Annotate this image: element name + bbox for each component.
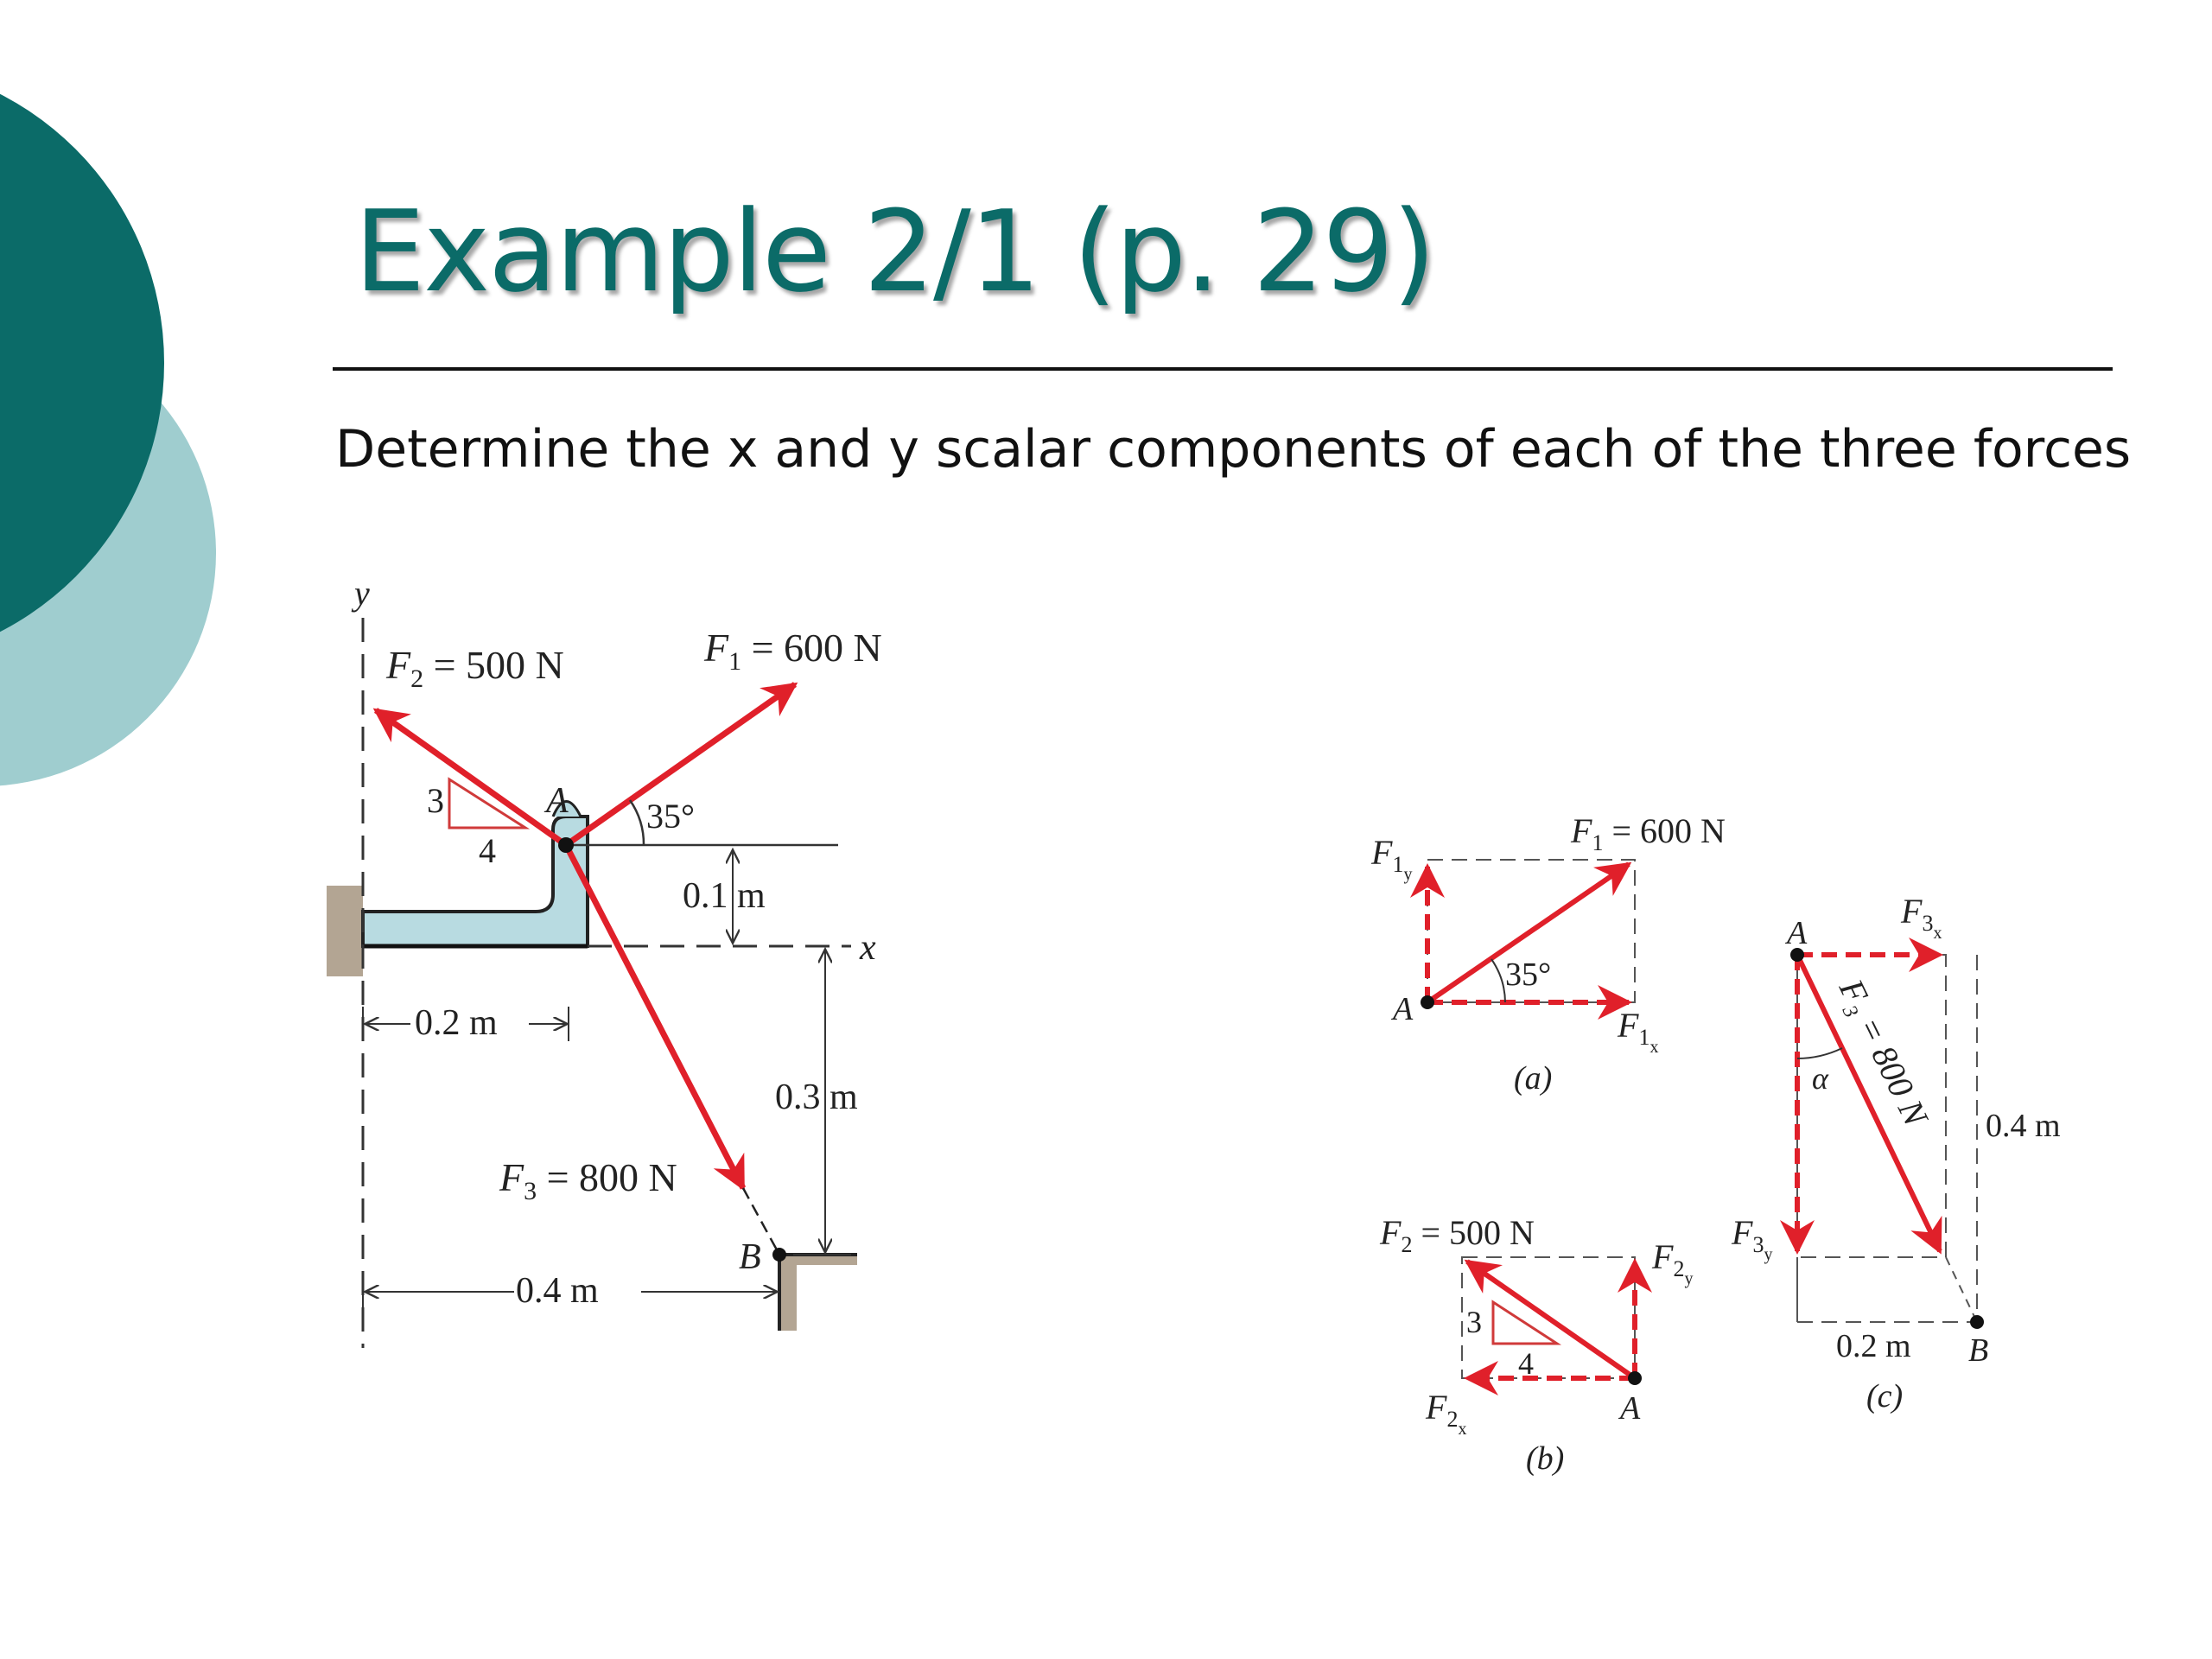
fig-b-caption: (b): [1526, 1440, 1565, 1477]
slide-title: Example 2/1 (p. 29): [354, 186, 1434, 317]
f3-label: $F_3 = 800$ N: [499, 1155, 677, 1205]
dim-0-3-label: 0.3 m: [775, 1077, 858, 1117]
slide-subtitle: Determine the x and y scalar components of each of the three forces: [335, 419, 2132, 480]
fig-b-slope-rise: 3: [1466, 1305, 1482, 1339]
angle-arc: [630, 800, 644, 845]
fig-a-point-a: A: [1393, 991, 1414, 1027]
fig-c-f3-label: F₃ = 800 N: [1831, 973, 1936, 1132]
point-a-label: A: [546, 781, 569, 821]
fig-a-caption: (a): [1514, 1060, 1553, 1096]
f1-label: $F_1 = 600$ N: [704, 626, 882, 676]
point-b-label: B: [739, 1237, 761, 1277]
dim-0-4-label: 0.4 m: [516, 1271, 599, 1311]
fig-c-point-b: B: [1968, 1332, 1989, 1369]
figure-b: [1379, 1213, 1693, 1477]
point-a: [558, 837, 574, 853]
figure-a: [1370, 811, 1726, 1096]
force-f2-arrow: [376, 710, 566, 845]
dim-0-2-label: 0.2 m: [415, 1003, 498, 1043]
fig-a-f1-label: $F_1 = 600$ N: [1571, 811, 1726, 855]
fig-a-angle-label: 35°: [1505, 957, 1552, 993]
fig-a-f1x-label: $F_{1x}$: [1618, 1006, 1659, 1057]
point-b: [772, 1248, 786, 1262]
x-axis-label: x: [860, 928, 876, 968]
fig-c-caption: (c): [1866, 1378, 1904, 1414]
fig-c-f3y-label: $F_{3y}$: [1732, 1213, 1773, 1264]
wall-support: [327, 886, 363, 976]
fig-c-f3x-label: $F_{3x}$: [1901, 892, 1942, 943]
y-axis-label: y: [354, 574, 370, 613]
dim-0-1-label: 0.1 m: [683, 876, 766, 916]
fig-a-f1y-label: $F_{1y}$: [1371, 833, 1413, 884]
fig-b-f2x-label: $F_{2x}$: [1426, 1388, 1467, 1439]
fig-c-point-a: A: [1787, 915, 1808, 951]
fig-b-point-a: A: [1620, 1390, 1641, 1427]
figure-c: [1731, 892, 2061, 1414]
angle-label: 35°: [646, 797, 695, 836]
slope-run-label: 4: [479, 831, 496, 870]
fig-b-f2-label: $F_2 = 500$ N: [1380, 1213, 1535, 1257]
fig-c-alpha: α: [1812, 1061, 1828, 1096]
f2-label: $F_2 = 500$ N: [386, 643, 564, 693]
slope-rise-label: 3: [427, 781, 444, 820]
fig-b-f2y-label: $F_{2y}$: [1652, 1237, 1694, 1288]
fig-c-dim-0-4: 0.4 m: [1986, 1108, 2061, 1144]
main-figure: [327, 574, 882, 1348]
fig-c-dim-0-2: 0.2 m: [1836, 1328, 1911, 1364]
fig-b-slope-run: 4: [1518, 1346, 1534, 1381]
